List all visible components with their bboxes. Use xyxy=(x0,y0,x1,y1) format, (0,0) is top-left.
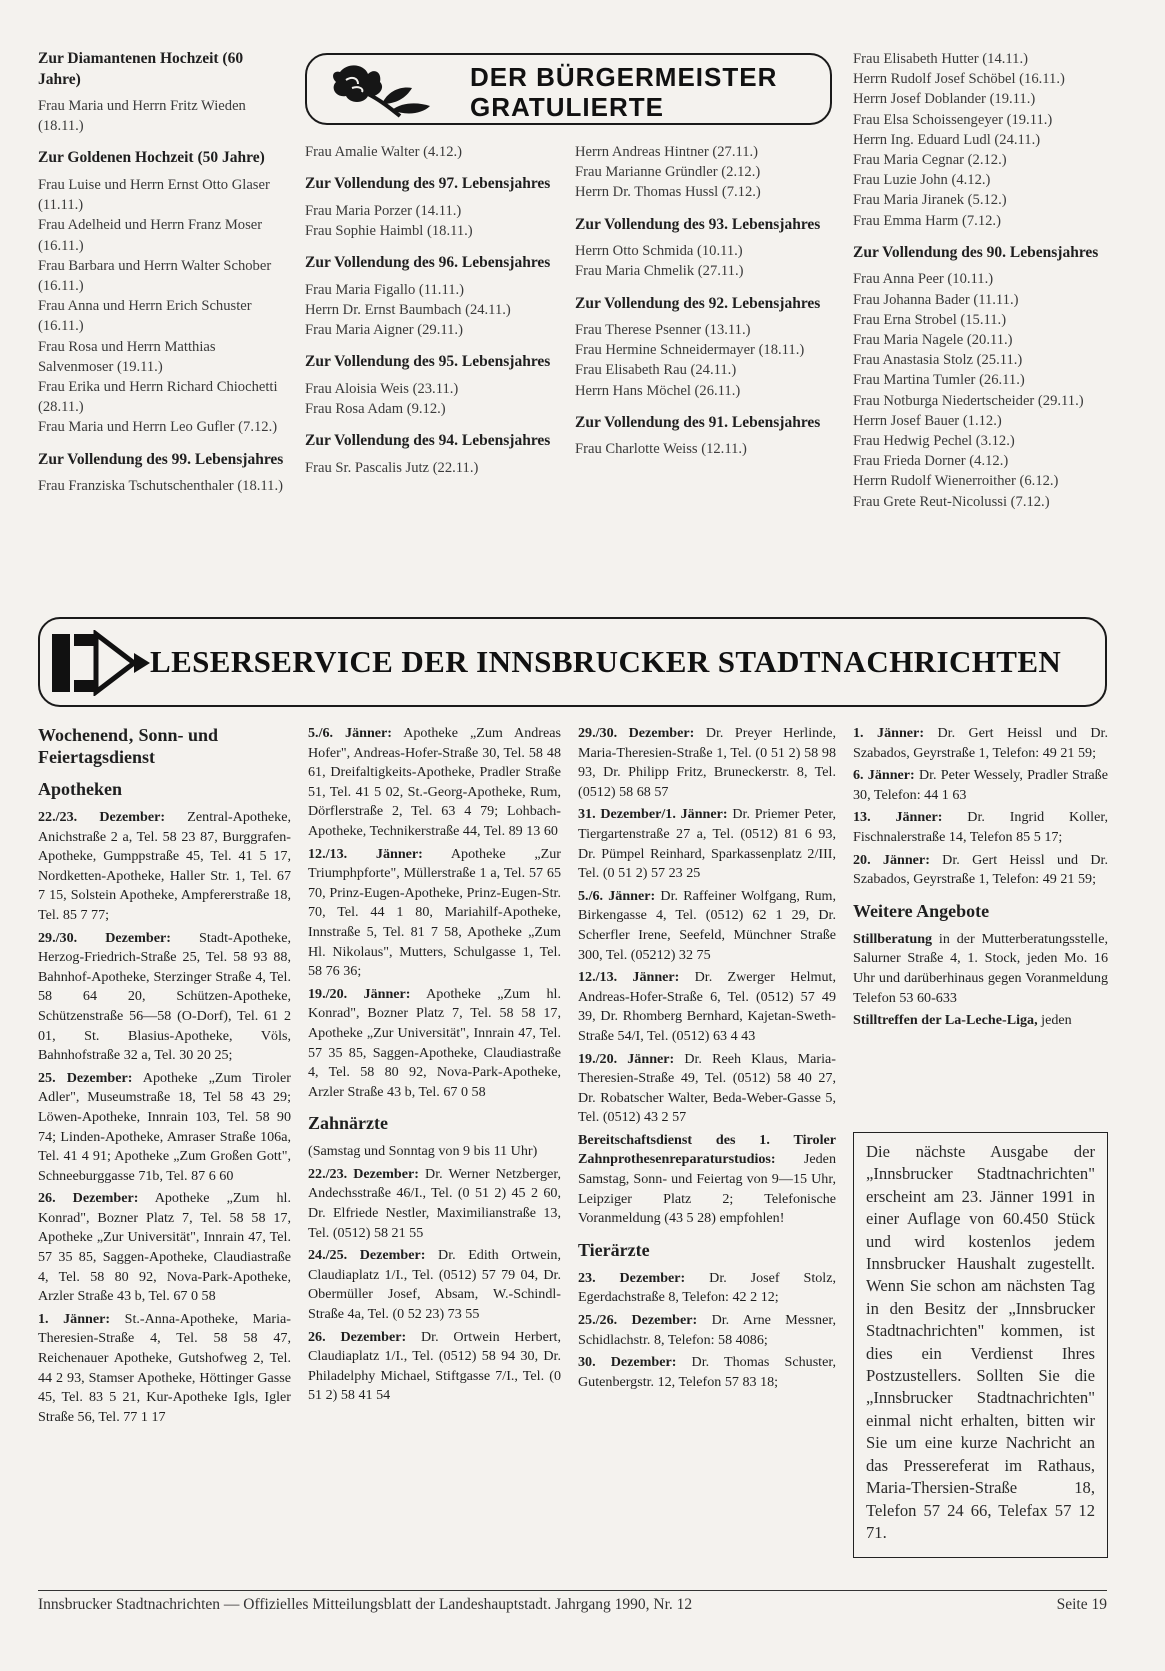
honoree-name: Frau Adelheid und Herrn Franz Moser (16.11.) xyxy=(38,217,263,254)
honoree-name: Frau Frieda Dorner (4.12.) xyxy=(853,453,1009,470)
entry-text: Dr. Ortwein Herbert, Claudiaplatz 1/I., Tel. (0512) 58 94 30, Dr. Philadelphy Michael, Stiftgasse 7/I., Tel. (0 51 2) 58 41 54 xyxy=(308,1328,561,1404)
honoree-name: Herrn Dr. Thomas Hussl (7.12.) xyxy=(575,184,761,201)
entry-date: 23. Dezember: xyxy=(578,1269,686,1286)
section-heading: Zur Vollendung des 90. Lebensjahres xyxy=(853,243,1099,261)
section-heading: Zur Vollendung des 96. Lebensjahres xyxy=(305,254,551,272)
gratulation-section xyxy=(305,431,560,478)
service-entry xyxy=(578,1311,836,1350)
entry-text: Dr. Priemer Peter, Tiergartenstraße 27 a, Tel. (0512) 81 6 93, Dr. Pümpel Reinhard, Sparkassenplatz 2/III, Tel. (0 51 2) 57 23 25 xyxy=(578,806,836,882)
honoree-name: Frau Aloisia Weis (23.11.) xyxy=(305,380,459,397)
entry-date: 1. Jänner: xyxy=(853,725,925,741)
gratulation-section xyxy=(575,413,840,460)
service-entry xyxy=(853,1011,1108,1031)
service-entry xyxy=(853,724,1108,763)
service-entry xyxy=(578,1131,836,1229)
leserservice-column-4 xyxy=(853,724,1108,1034)
honoree-name: Frau Rosa und Herrn Matthias Salvenmoser (19.11.) xyxy=(38,338,216,375)
entry-date: 1. Jänner: xyxy=(38,1310,111,1327)
entry-text: Zentral-Apotheke, Anichstraße 2 a, Tel. 58 23 87, Burggrafen-Apotheke, Gumppstraße 45, Tel. 41 5 17, Nordketten-Apotheke, Haller Str. 1, Tel. 67 7 15, Solstein Apotheke, Ampfererstraße 18, Tel. 85 7 77; xyxy=(38,809,291,923)
honoree-name: Frau Emma Harm (7.12.) xyxy=(853,212,1001,229)
entry-text: Dr. Zwerger Helmut, Andreas-Hofer-Straße 6, Tel. (0512) 57 49 39, Dr. Rhomberg Bernhard, Kajetan-Sweth-Straße 54/I, Tel. (0512) 63 4 43 xyxy=(578,969,836,1044)
section-heading: Zur Goldenen Hochzeit (50 Jahre) xyxy=(38,149,265,167)
section-heading: Zur Diamantenen Hochzeit (60 Jahre) xyxy=(38,50,244,88)
gratulation-section xyxy=(305,174,560,241)
section-heading: Zur Vollendung des 97. Lebensjahres xyxy=(305,175,551,193)
service-entry xyxy=(853,851,1108,890)
gratulation-column-4 xyxy=(853,49,1118,524)
service-entry xyxy=(38,1069,291,1187)
leserservice-column-3 xyxy=(578,724,836,1395)
honoree-name: Frau Rosa Adam (9.12.) xyxy=(305,400,446,417)
honoree-name: Frau Maria Figallo (11.11.) xyxy=(305,281,465,298)
honoree-name: Herrn Josef Doblander (19.11.) xyxy=(853,91,1036,108)
section-heading: Zur Vollendung des 99. Lebensjahres xyxy=(38,450,284,468)
honoree-name: Herrn Josef Bauer (1.12.) xyxy=(853,412,1002,429)
honoree-name: Frau Luise und Herrn Ernst Otto Glaser (11.11.) xyxy=(38,176,270,214)
entry-text: Apotheke „Zum hl. Konrad", Bozner Platz 7, Tel. 58 58 17, Apotheke „Zur Universität", Innrain 47, Tel. 57 35 85, Saggen-Apotheke, Claudiastraße 4, Tel. 58 80 92, Nova-Park-Apotheke, Arzler Straße 43 b, Tel. 67 0 58 xyxy=(308,985,561,1100)
honoree-name: Frau Notburga Niedertscheider (29.11.) xyxy=(853,392,1084,409)
honoree-name: Frau Maria Nagele (20.11.) xyxy=(853,331,1013,348)
service-entry xyxy=(578,1050,836,1128)
entry-text: Apotheke „Zum hl. Konrad", Bozner Platz 7, Tel. 58 58 17, Apotheke „Zur Universität", Innrain 47, Tel. 57 35 85, Saggen-Apotheke, Claudiastraße 4, Tel. 58 80 92, Nova-Park-Apotheke, Arzler Straße 43 b, Tel. 67 0 58 xyxy=(38,1190,291,1305)
honoree-name: Frau Hedwig Pechel (3.12.) xyxy=(853,432,1015,449)
section-heading: Zur Vollendung des 93. Lebensjahres xyxy=(575,215,821,233)
entry-text: jeden xyxy=(1037,1012,1072,1029)
honoree-name: Frau Maria Aigner (29.11.) xyxy=(305,322,463,339)
section-heading: Zur Vollendung des 91. Lebensjahres xyxy=(575,413,821,431)
honoree-name: Herrn Dr. Ernst Baumbach (24.11.) xyxy=(305,301,511,318)
section-heading: Zur Vollendung des 92. Lebensjahres xyxy=(575,294,821,312)
subsection-heading: Zahnärzte xyxy=(308,1113,388,1134)
service-entry xyxy=(853,808,1108,847)
honoree-name: Frau Maria Jiranek (5.12.) xyxy=(853,192,1007,209)
entry-date: 25./26. Dezember: xyxy=(578,1312,698,1329)
service-entry xyxy=(308,724,561,842)
subsection-heading: Tierärzte xyxy=(578,1239,650,1260)
entry-text: Dr. Raffeiner Wolfgang, Rum, Birkengasse 4, Tel. (0512) 62 1 29, Dr. Scherfler Irene, Seefeld, Münchner Straße 300, Tel. (05212) 32 75 xyxy=(578,887,837,963)
gratulation-section xyxy=(575,294,840,401)
gratulation-column-2 xyxy=(305,142,560,490)
entry-text: Dr. Gert Heissl und Dr. Szabados, Geyrstraße 1, Telefon: 49 21 59; xyxy=(853,851,1108,888)
gratulation-section xyxy=(38,49,288,136)
honoree-name: Frau Maria Cegnar (2.12.) xyxy=(853,152,1007,169)
honoree-name: Frau Therese Psenner (13.11.) xyxy=(575,322,751,339)
service-entry xyxy=(578,968,836,1046)
entry-date: 31. Dezember/1. Jänner: xyxy=(578,806,728,823)
honoree-name: Frau Maria Porzer (14.11.) xyxy=(305,202,462,219)
honoree-name: Frau Elisabeth Rau (24.11.) xyxy=(575,362,737,379)
entry-text: Dr. Josef Stolz, Egerdachstraße 8, Telefon: 42 2 12; xyxy=(578,1269,836,1306)
honoree-name: Frau Elisabeth Hutter (14.11.) xyxy=(853,51,1028,67)
honoree-name: Frau Johanna Bader (11.11.) xyxy=(853,291,1019,308)
service-entry xyxy=(38,1310,291,1428)
section-heading: Zur Vollendung des 94. Lebensjahres xyxy=(305,432,551,450)
honoree-name: Herrn Ing. Eduard Ludl (24.11.) xyxy=(853,131,1041,148)
service-entry xyxy=(853,766,1108,805)
entry-text: Stadt-Apotheke, Herzog-Friedrich-Straße 25, Tel. 58 93 88, Bahnhof-Apotheke, Sterzinger Straße 4, Tel. 58 64 20, Schützen-Apotheke, Schützenstraße 56—58 (O-Dorf), Tel. 61 2 01, St. Blasius-Apotheke, Völs, Bahnhofstraße 32 a, Tel. 30 20 25; xyxy=(38,929,291,1064)
honoree-name: Herrn Hans Möchel (26.11.) xyxy=(575,382,741,399)
entry-text: St.-Anna-Apotheke, Maria-Theresien-Straße 4, Tel. 58 58 47, Reichenauer Apotheke, Gutshofweg 2, Tel. 44 2 93, Stamser Apotheke, Höttinger Gasse 45, Tel. 83 5 21, Kur-Apotheke Igls, Igler Straße 56, Tel. 77 1 17 xyxy=(38,1310,291,1425)
entry-date: 24./25. Dezember: xyxy=(308,1247,426,1264)
gratulation-section xyxy=(305,352,560,419)
honoree-name: Frau Hermine Schneidermayer (18.11.) xyxy=(575,342,805,359)
entry-date: 5./6. Jänner: xyxy=(308,725,392,741)
gratulation-column-1 xyxy=(38,49,288,508)
service-entry xyxy=(38,1189,291,1307)
honoree-name: Herrn Rudolf Wienerroither (6.12.) xyxy=(853,473,1059,490)
subsection-heading: Apotheken xyxy=(38,779,123,799)
honoree-name: Frau Martina Tumler (26.11.) xyxy=(853,372,1025,389)
gratulation-section xyxy=(38,450,288,497)
leserservice-column-1 xyxy=(38,724,291,1430)
rose-icon xyxy=(322,60,442,120)
entry-date: 5./6. Jänner: xyxy=(578,887,656,904)
service-entry xyxy=(308,845,561,982)
footer-text: Innsbrucker Stadtnachrichten — Offizielles Mitteilungsblatt der Landeshauptstadt. Jahrgang 1990, Nr. 12 xyxy=(38,1596,693,1613)
gratulation-section xyxy=(853,49,1118,231)
honoree-name: Frau Grete Reut-Nicolussi (7.12.) xyxy=(853,493,1050,510)
entry-date: 12./13. Jänner: xyxy=(578,969,680,986)
service-entry xyxy=(578,724,836,802)
arrow-icon xyxy=(52,630,152,696)
entry-text: Dr. Gert Heissl und Dr. Szabados, Geyrstraße 1, Telefon: 49 21 59; xyxy=(853,725,1108,761)
entry-text: Dr. Peter Wessely, Pradler Straße 30, Telefon: 44 1 63 xyxy=(853,767,1108,803)
entry-text: Dr. Edith Ortwein, Claudiaplatz 1/I., Tel. (0512) 57 79 04, Dr. Obermüller Josef, Absam, W.-Schindl-Straße 4a, Tel. (0 52 23) 73 55 xyxy=(308,1247,561,1323)
entry-date: 29./30. Dezember: xyxy=(38,929,171,946)
honoree-name: Frau Anna und Herrn Erich Schuster (16.11.) xyxy=(38,298,252,335)
honoree-name: Herrn Andreas Hintner (27.11.) xyxy=(575,144,759,160)
service-entry xyxy=(578,887,836,965)
honoree-name: Frau Franziska Tschutschenthaler (18.11.) xyxy=(38,478,283,495)
gratulation-section xyxy=(575,142,840,203)
section-heading: Wochenend‚ Sonn- und Feiertagsdienst xyxy=(38,725,219,767)
honoree-name: Frau Erika und Herrn Richard Chiochetti (28.11.) xyxy=(38,378,278,416)
entry-text: Dr. Werner Netzberger, Andechsstraße 46/I., Tel. (0 51 2) 45 2 60, Dr. Elfriede Nestler, Maximilianstraße 13, Tel. (0512) 58 21 55 xyxy=(308,1165,561,1241)
honoree-name: Frau Anna Peer (10.11.) xyxy=(853,271,994,288)
entry-date: 30. Dezember: xyxy=(578,1354,677,1371)
service-entry xyxy=(578,805,836,883)
entry-text: Dr. Thomas Schuster, Gutenbergstr. 12, Telefon 57 83 18; xyxy=(578,1354,836,1390)
entry-date: 22./23. Dezember: xyxy=(308,1165,419,1182)
honoree-name: Frau Maria und Herrn Leo Gufler (7.12.) xyxy=(38,419,278,436)
honoree-name: Frau Marianne Gründler (2.12.) xyxy=(575,164,761,181)
honoree-name: Frau Anastasia Stolz (25.11.) xyxy=(853,352,1023,369)
service-entry xyxy=(578,1353,836,1392)
entry-text: Dr. Reeh Klaus, Maria-Theresien-Straße 49, Tel. (0512) 58 40 27, Dr. Robatscher Walter, Beda-Weber-Gasse 5, Tel. (0512) 43 2 57 xyxy=(578,1050,836,1126)
honoree-name: Frau Maria und Herrn Fritz Wieden (18.11.) xyxy=(38,98,246,135)
service-entry xyxy=(308,985,561,1103)
honoree-name: Herrn Rudolf Josef Schöbel (16.11.) xyxy=(853,71,1065,88)
service-entry xyxy=(853,930,1108,1008)
honoree-name: Frau Charlotte Weiss (12.11.) xyxy=(575,441,747,458)
honoree-name: Frau Sophie Haimbl (18.11.) xyxy=(305,222,473,239)
leserservice-title: LESERSERVICE DER INNSBRUCKER STADTNACHRICHTEN xyxy=(150,644,1062,679)
honoree-name: Frau Maria Chmelik (27.11.) xyxy=(575,263,744,280)
entry-date: 19./20. Jänner: xyxy=(308,985,411,1002)
subsection-heading: Weitere Angebote xyxy=(853,900,990,921)
footer-rule xyxy=(38,1590,1107,1591)
entry-date: 12./13. Jänner: xyxy=(308,845,423,862)
leserservice-column-2 xyxy=(308,724,561,1409)
gratulation-section xyxy=(853,243,1118,512)
service-entry xyxy=(308,1328,561,1406)
honoree-name: Frau Sr. Pascalis Jutz (22.11.) xyxy=(305,459,479,476)
entry-date: 29./30. Dezember: xyxy=(578,725,695,741)
entry-text: Dr. Arne Messner, Schidlachstr. 8, Telefon: 58 4086; xyxy=(578,1312,837,1348)
banner-title: DER BÜRGERMEISTER GRATULIERTE xyxy=(470,62,778,122)
entry-text: Apotheke „Zum Andreas Hofer", Andreas-Hofer-Straße 30, Tel. 58 48 61, Dreifaltigkeits-Apotheke, Pradler Straße 51, Tel. 41 5 02, St.-Georg-Apotheke, Rum, Dörflerstraße 2, Tel. 63 4 79; Lohbach-Apotheke, Technikerstraße 44, Tel. 89 13 60 xyxy=(308,725,561,839)
next-issue-notice: Die nächste Ausgabe der „Innsbrucker Stadtnachrichten" erscheint am 23. Jänner 1991 in einer Auflage von 60.450 Stück und wird kostenlos jedem Innsbrucker Haushalt zugestellt. Wenn Sie schon am nächsten Tag in den Besitz der „Innsbrucker Stadtnachrichten" kommen, ist dies ein Verdienst Ihres Postzustellers. Sollten Sie die „Innsbrucker Stadtnachrichten" einmal nicht erhalten, bitten wir Sie um eine kurze Nachricht an das Pressereferat im Rathaus, Maria-Thersien-Straße 18, Telefon 57 24 66, Telefax 57 12 71. xyxy=(853,1132,1108,1558)
entry-text: Dr. Preyer Herlinde, Maria-Theresien-Straße 1, Tel. (0 51 2) 58 98 93, Dr. Philipp Fritz, Bruneckerstr. 8, Tel. (0512) 58 68 57 xyxy=(578,725,836,800)
entry-text: Apotheke „Zum Tiroler Adler", Museumstraße 18, Tel 58 43 29; Löwen-Apotheke, Innrain 103, Tel. 58 90 74; Linden-Apotheke, Amraser Straße 106a, Tel. 41 4 91; Apotheke „Zum Großen Gott", Schneeburggasse 71b, Tel. 87 6 60 xyxy=(38,1069,292,1184)
entry-text: Jeden Samstag, Sonn- und Feiertag von 9—15 Uhr, Leipziger Platz 2; Telefonische Voranmeldung (43 5 28) empfohlen! xyxy=(578,1151,836,1227)
service-entry xyxy=(38,929,291,1066)
service-entry xyxy=(38,808,291,926)
note-text: (Samstag und Sonntag von 9 bis 11 Uhr) xyxy=(308,1143,538,1160)
entry-date: Bereitschaftsdienst des 1. Tiroler Zahnprothesenreparaturstudios: xyxy=(578,1131,836,1168)
entry-date: 13. Jänner: xyxy=(853,809,943,826)
page-number: Seite 19 xyxy=(1056,1596,1107,1613)
gratulation-section xyxy=(305,253,560,340)
entry-date: 25. Dezember: xyxy=(38,1069,133,1086)
entry-text: Dr. Ingrid Koller, Fischnalerstraße 14, Telefon 85 5 17; xyxy=(853,809,1108,845)
service-entry xyxy=(308,1246,561,1324)
honoree-name: Frau Amalie Walter (4.12.) xyxy=(305,144,463,160)
service-entry xyxy=(308,1165,561,1243)
honoree-name: Frau Erna Strobel (15.11.) xyxy=(853,311,1007,328)
entry-date: 26. Dezember: xyxy=(308,1328,407,1345)
entry-date: 6. Jänner: xyxy=(853,767,915,784)
gratulation-column-3 xyxy=(575,142,840,472)
gratulation-section xyxy=(305,142,560,162)
entry-date: Stillberatung xyxy=(853,930,933,947)
entry-date: 19./20. Jänner: xyxy=(578,1050,675,1067)
entry-text: in der Mutterberatungsstelle, Salurner Straße 4, 1. Stock, jeden Mo. 16 Uhr und darüberhinaus gegen Voranmeldung Telefon 53 60-633 xyxy=(853,930,1108,1006)
entry-text: Apotheke „Zur Triumphpforte", Müllerstraße 1 a, Tel. 57 65 70, Prinz-Eugen-Apotheke, Prinz-Eugen-Str. 70, Tel. 44 1 80, Mariahilf-Apotheke, Innstraße 5, Tel. 81 7 58, Apotheke „Zum Hl. Nikolaus", Mutters, Schulgasse 1, Tel. 58 76 36; xyxy=(308,845,561,980)
entry-date: 22./23. Dezember: xyxy=(38,809,166,825)
honoree-name: Herrn Otto Schmida (10.11.) xyxy=(575,243,743,260)
entry-date: 26. Dezember: xyxy=(38,1190,139,1207)
entry-date: Stilltreffen der La-Leche-Liga, xyxy=(853,1012,1038,1029)
gratulation-section xyxy=(575,215,840,282)
section-heading: Zur Vollendung des 95. Lebensjahres xyxy=(305,353,551,371)
gratulation-section xyxy=(38,148,288,437)
service-entry xyxy=(578,1269,836,1308)
honoree-name: Frau Elsa Schoissengeyer (19.11.) xyxy=(853,111,1053,128)
honoree-name: Frau Barbara und Herrn Walter Schober (16.11.) xyxy=(38,257,272,294)
entry-date: 20. Jänner: xyxy=(853,851,930,868)
page-footer xyxy=(38,1596,1107,1614)
honoree-name: Frau Luzie John (4.12.) xyxy=(853,172,991,189)
